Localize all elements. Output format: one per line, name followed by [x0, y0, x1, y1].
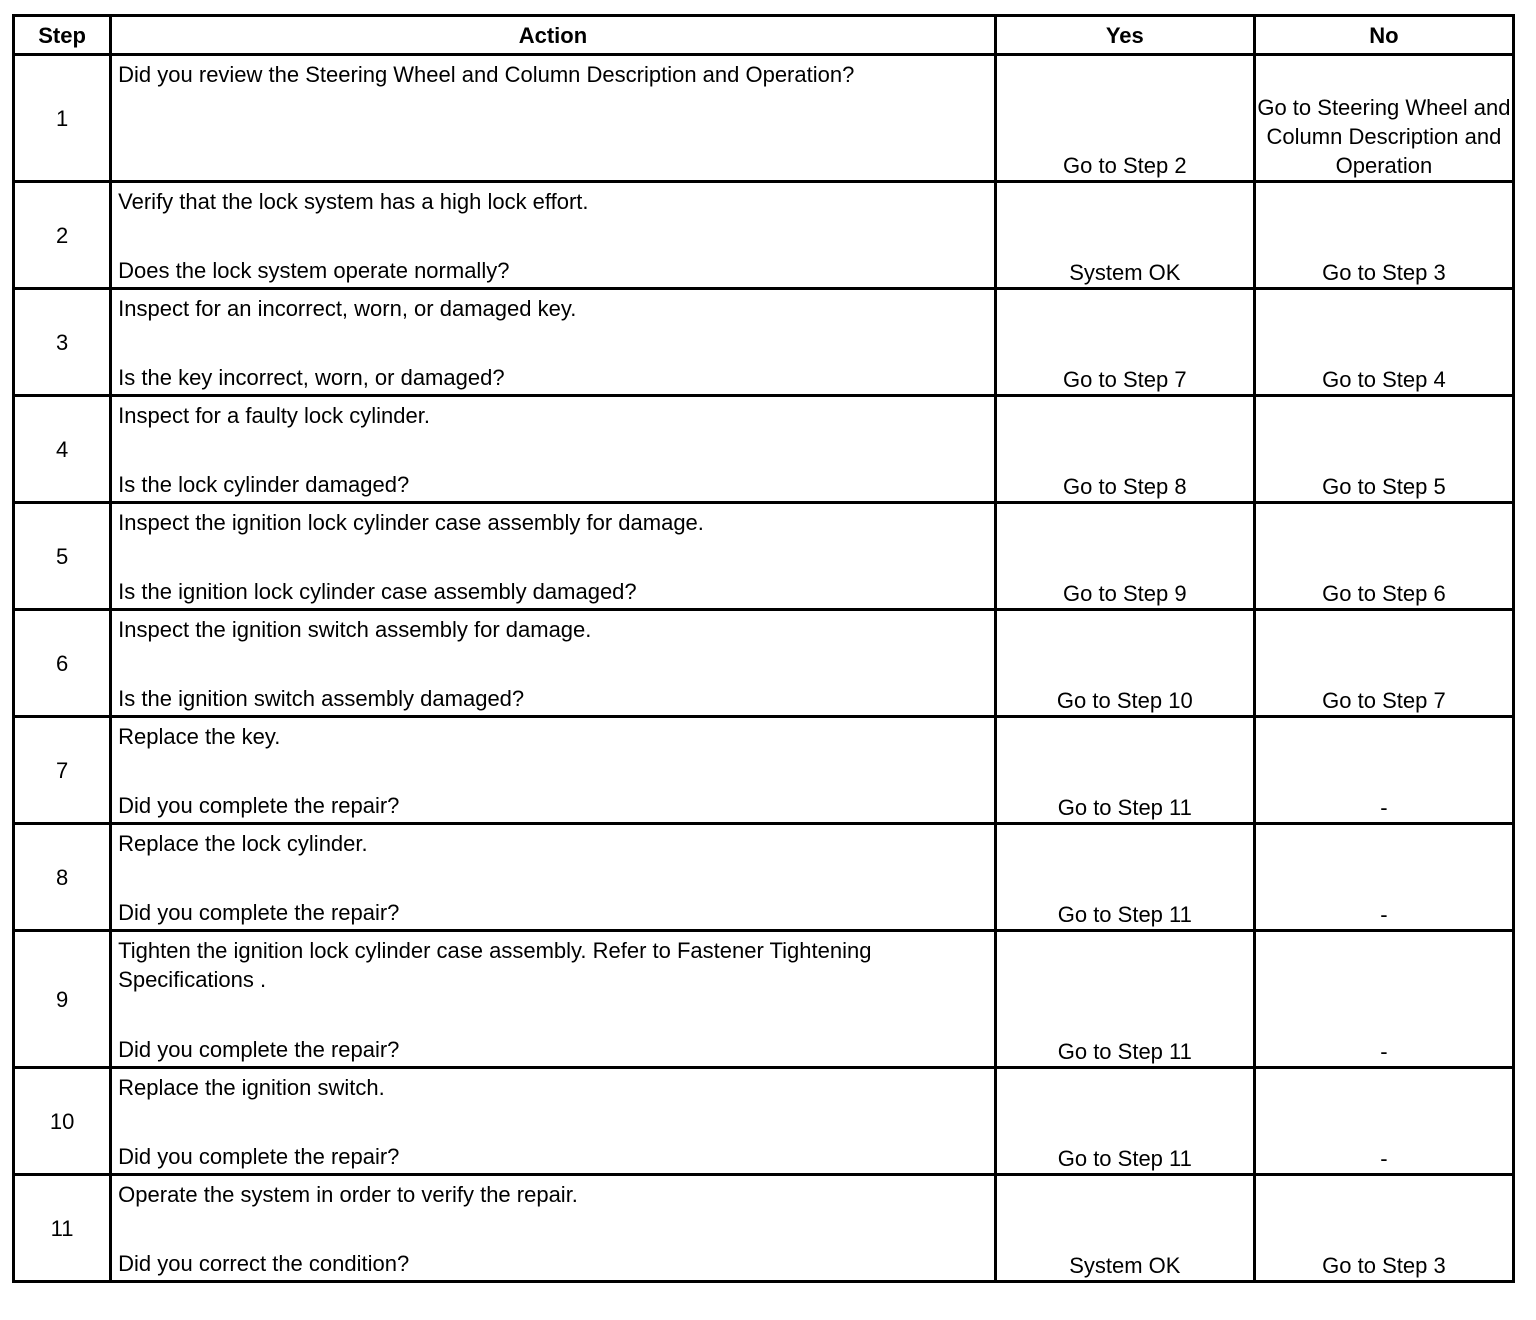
action-question: Is the ignition lock cylinder case assembly damaged? [118, 579, 637, 604]
header-no: No [1254, 16, 1513, 55]
no-result: - [1254, 824, 1513, 931]
step-number: 8 [14, 824, 111, 931]
action-cell [111, 289, 996, 396]
action-question: Is the key incorrect, worn, or damaged? [118, 365, 505, 390]
yes-result: Go to Step 11 [995, 717, 1254, 824]
step-number: 9 [14, 931, 111, 1068]
action-cell [111, 610, 996, 717]
table-row [14, 55, 1514, 182]
step-number: 4 [14, 396, 111, 503]
step-number: 5 [14, 503, 111, 610]
no-result: Go to Step 3 [1254, 182, 1513, 289]
no-result: Go to Step 5 [1254, 396, 1513, 503]
action-instruction: Verify that the lock system has a high lock effort. [118, 189, 589, 214]
action-instruction: Replace the lock cylinder. [118, 831, 368, 856]
diagnostic-table [12, 14, 1515, 1283]
action-instruction: Operate the system in order to verify the repair. [118, 1182, 578, 1207]
action-question: Did you complete the repair? [118, 1144, 400, 1169]
action-instruction: Inspect the ignition lock cylinder case assembly for damage. [118, 510, 704, 535]
action-instruction: Did you review the Steering Wheel and Column Description and Operation? [118, 62, 855, 87]
header-action: Action [111, 16, 996, 55]
step-number: 2 [14, 182, 111, 289]
action-cell [111, 503, 996, 610]
no-result: Go to Steering Wheel and Column Description and Operation [1254, 55, 1513, 182]
no-result: Go to Step 4 [1254, 289, 1513, 396]
table-row [14, 1068, 1514, 1175]
yes-result: System OK [995, 1175, 1254, 1282]
table-row [14, 1175, 1514, 1282]
step-number: 11 [14, 1175, 111, 1282]
action-question: Did you complete the repair? [118, 900, 400, 925]
no-result: Go to Step 3 [1254, 1175, 1513, 1282]
action-instruction: Inspect for a faulty lock cylinder. [118, 403, 430, 428]
table-row [14, 824, 1514, 931]
table-row [14, 503, 1514, 610]
action-instruction: Inspect for an incorrect, worn, or damaged key. [118, 296, 577, 321]
action-cell [111, 1175, 996, 1282]
step-number: 10 [14, 1068, 111, 1175]
action-question: Did you complete the repair? [118, 1037, 400, 1062]
step-number: 7 [14, 717, 111, 824]
action-cell [111, 182, 996, 289]
table-row [14, 396, 1514, 503]
action-instruction: Replace the ignition switch. [118, 1075, 385, 1100]
yes-result: Go to Step 2 [995, 55, 1254, 182]
action-cell [111, 1068, 996, 1175]
step-number: 3 [14, 289, 111, 396]
action-question: Is the lock cylinder damaged? [118, 472, 410, 497]
no-result: Go to Step 6 [1254, 503, 1513, 610]
action-cell [111, 55, 996, 182]
action-cell [111, 717, 996, 824]
step-number: 6 [14, 610, 111, 717]
no-result: - [1254, 717, 1513, 824]
action-question: Is the ignition switch assembly damaged? [118, 686, 525, 711]
header-yes: Yes [995, 16, 1254, 55]
no-result: - [1254, 1068, 1513, 1175]
no-result: - [1254, 931, 1513, 1068]
yes-result: Go to Step 8 [995, 396, 1254, 503]
table-row [14, 610, 1514, 717]
table-row [14, 182, 1514, 289]
no-result: Go to Step 7 [1254, 610, 1513, 717]
header-row [14, 16, 1514, 55]
action-question: Did you correct the condition? [118, 1251, 410, 1276]
yes-result: Go to Step 11 [995, 931, 1254, 1068]
table-row [14, 289, 1514, 396]
action-question: Did you complete the repair? [118, 793, 400, 818]
yes-result: Go to Step 10 [995, 610, 1254, 717]
yes-result: Go to Step 7 [995, 289, 1254, 396]
action-instruction: Inspect the ignition switch assembly for damage. [118, 617, 592, 642]
yes-result: System OK [995, 182, 1254, 289]
table-row [14, 717, 1514, 824]
action-instruction: Tighten the ignition lock cylinder case assembly. Refer to Fastener Tightening Specifications . [118, 938, 872, 992]
action-cell [111, 824, 996, 931]
table-row [14, 931, 1514, 1068]
step-number: 1 [14, 55, 111, 182]
action-cell [111, 396, 996, 503]
yes-result: Go to Step 11 [995, 1068, 1254, 1175]
yes-result: Go to Step 11 [995, 824, 1254, 931]
action-cell [111, 931, 996, 1068]
action-question: Does the lock system operate normally? [118, 258, 510, 283]
action-instruction: Replace the key. [118, 724, 281, 749]
header-step: Step [14, 16, 111, 55]
yes-result: Go to Step 9 [995, 503, 1254, 610]
